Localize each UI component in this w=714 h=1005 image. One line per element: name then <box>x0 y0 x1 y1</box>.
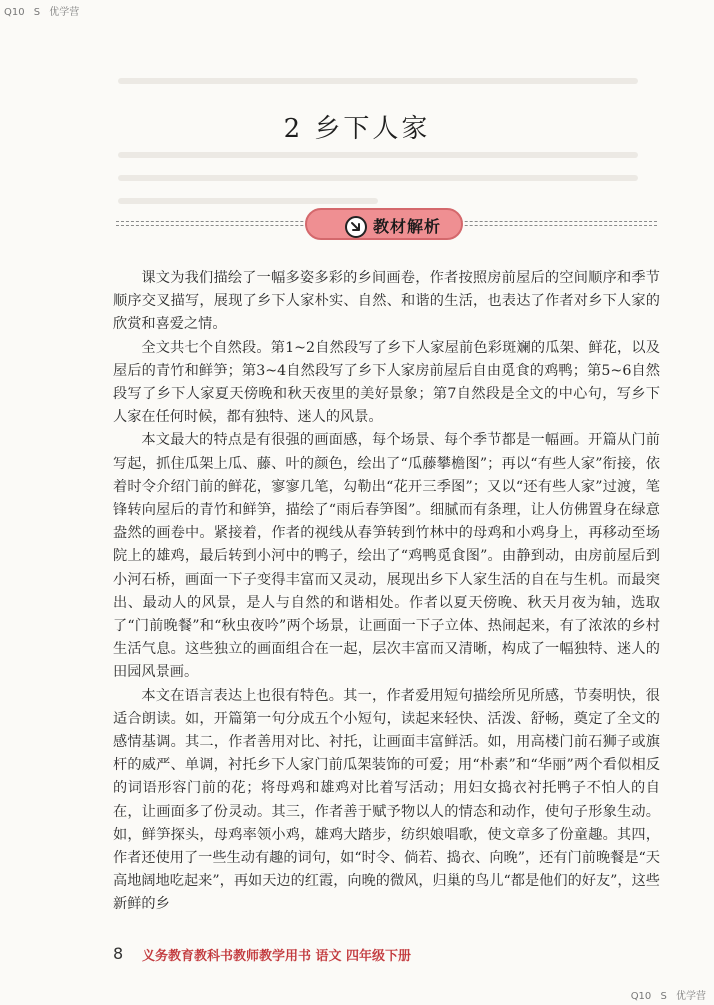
paragraph: 课文为我们描绘了一幅多姿多彩的乡间画卷，作者按照房前屋后的空间顺序和季节顺序交叉描写，展现了乡下人家朴实、自然、和谐的生活，也表达了作者对乡下人家的欣赏和喜爱之情。 <box>113 270 660 333</box>
paragraph: 本文在语言表达上也很有特色。其一，作者爱用短句描绘所见所感，节奏明快，很适合朗读。如，开篇第一句分成五个小短句，读起来轻快、活泼、舒畅，奠定了全文的感情基调。其二，作者善用对比、衬托，让画面丰富鲜活。如，用高楼门前石狮子或旗杆的威严、单调，衬托乡下人家门前瓜架装饰的可爱；用“朴素”和“华丽”两个看似相反的词语形容门前的花；将母鸡和雄鸡对比着写活动；用妇女捣衣衬托鸭子不怕人的自在，让画面多了份灵动。其三，作者善于赋予物以人的情态和动作，使句子形象生动。如，鲜笋探头，母鸡率领小鸡，雄鸡大踏步，纺织娘唱歌，使文章多了份童趣。其四，作者还使用了一些生动有趣的词句，如“时令、倘若、捣衣、向晚”，还有门前晚餐是“天高地阔地吃起来”，再如天边的红霞，向晚的微风，归巢的鸟儿“都是他们的好友”，这些新鲜的乡 <box>113 687 660 913</box>
page-footer-corner: Q10 S 优学营 <box>630 991 706 1002</box>
section-banner <box>305 208 463 240</box>
book-title: 义务教育教科书教师教学用书 语文 四年级下册 <box>142 949 412 964</box>
page-number: 8 <box>113 944 124 963</box>
paragraph: 全文共七个自然段。第1~2自然段写了乡下人家屋前色彩斑斓的瓜架、鲜花，以及屋后的青竹和鲜笋；第3~4自然段写了乡下人家房前屋后自由觅食的鸡鸭；第5~6自然段写了乡下人家夏天傍晚和秋天夜里的美好景象；第7自然段是全文的中心句，写乡下人家在任何时候，都有独特、迷人的风景。 <box>113 339 660 426</box>
arrow-circle-icon <box>345 216 367 238</box>
section-label: 教材解析 <box>373 217 442 236</box>
bleed-through-line <box>118 152 638 158</box>
page-header-corner: Q10 S 优学营 <box>4 7 80 18</box>
paragraph: 本文最大的特点是有很强的画面感，每个场景、每个季节都是一幅画。开篇从门前写起，抓住瓜架上瓜、藤、叶的颜色，绘出了“瓜藤攀檐图”；再以“有些人家”衔接，依着时令介绍门前的鲜花，寥寥几笔，勾勒出“花开三季图”；又以“还有些人家”过渡，笔锋转向屋后的青竹和鲜笋，描绘了“雨后春笋图”。细腻而有条理，让人仿佛置身在绿意盎然的画卷中。紧接着，作者的视线从春笋转到竹林中的母鸡和小鸡身上，再移动至场院上的雄鸡，最后转到小河中的鸭子，绘出了“鸡鸭觅食图”。由静到动，由房前屋后到小河石桥，画面一下子变得丰富而又灵动，展现出乡下人家生活的自在与生机。而最突出、最动人的风景，是人与自然的和谐相处。作者以夏天傍晚、秋天月夜为轴，选取了“门前晚餐”和“秋虫夜吟”两个场景，让画面一下子立体、热闹起来，有了浓浓的乡村生活气息。这些独立的画面组合在一起，层次丰富而又清晰，构成了一幅独特、迷人的田园风景画。 <box>113 432 660 681</box>
bleed-through-line <box>118 175 638 181</box>
bleed-through-line <box>118 78 638 84</box>
lesson-title: 2 乡下人家 <box>283 114 431 144</box>
analysis-body <box>113 267 660 917</box>
bleed-through-line <box>118 198 378 204</box>
